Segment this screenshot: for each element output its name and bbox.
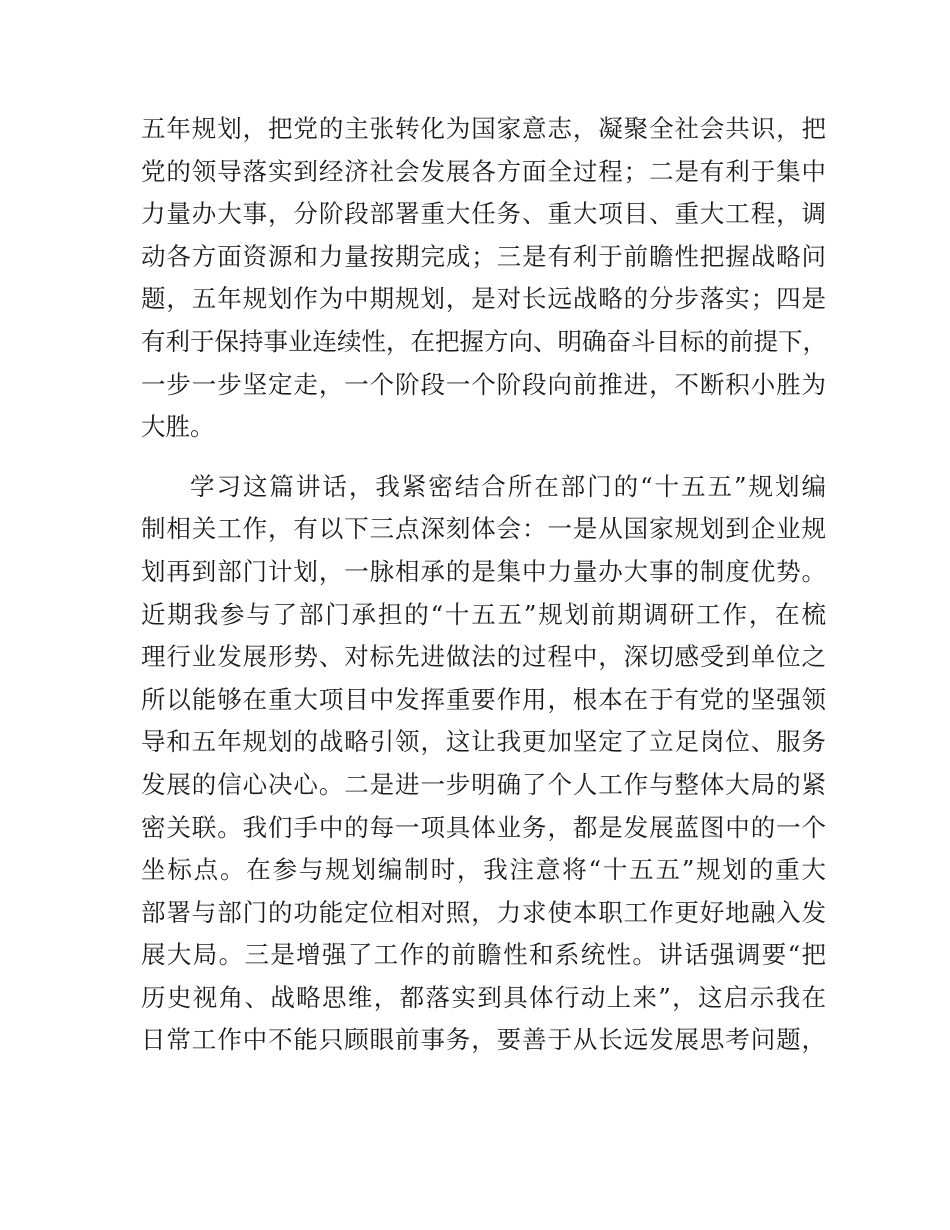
text-line: 党的领导落实到经济社会发展各方面全过程；二是有利于集中 bbox=[141, 156, 826, 186]
text-line: 五年规划，把党的主张转化为国家意志，凝聚全社会共识，把 bbox=[141, 114, 826, 143]
paragraph-2 bbox=[141, 466, 826, 1062]
text-line: 坐标点。在参与规划编制时，我注意将“十五五”规划的重大 bbox=[141, 855, 826, 885]
text-line: 理行业发展形势、对标先进做法的过程中，深切感受到单位之 bbox=[141, 642, 826, 672]
text-line: 发展的信心决心。二是进一步明确了个人工作与整体大局的紧 bbox=[141, 769, 826, 799]
document-body bbox=[141, 108, 826, 1062]
text-line: 日常工作中不能只顾眼前事务，要善于从长远发展思考问题， bbox=[141, 1025, 826, 1055]
paragraph-1 bbox=[141, 108, 826, 449]
text-line: 力量办大事，分阶段部署重大任务、重大项目、重大工程，调 bbox=[141, 199, 826, 229]
text-line: 展大局。三是增强了工作的前瞻性和系统性。讲话强调要“把 bbox=[141, 940, 826, 970]
text-line: 学习这篇讲话，我紧密结合所在部门的“十五五”规划编 bbox=[190, 471, 826, 501]
text-line: 划再到部门计划，一脉相承的是集中力量办大事的制度优势。 bbox=[141, 556, 826, 586]
text-line: 所以能够在重大项目中发挥重要作用，根本在于有党的坚强领 bbox=[141, 684, 826, 714]
text-line: 历史视角、战略思维，都落实到具体行动上来”，这启示我在 bbox=[141, 982, 826, 1012]
text-line: 有利于保持事业连续性，在把握方向、明确奋斗目标的前提下， bbox=[141, 326, 827, 356]
text-line: 部署与部门的功能定位相对照，力求使本职工作更好地融入发 bbox=[141, 897, 826, 927]
text-line: 制相关工作，有以下三点深刻体会：一是从国家规划到企业规 bbox=[141, 514, 826, 544]
text-line: 近期我参与了部门承担的“十五五”规划前期调研工作，在梳 bbox=[141, 599, 826, 629]
text-line: 导和五年规划的战略引领，这让我更加坚定了立足岗位、服务 bbox=[141, 727, 826, 757]
text-line: 密关联。我们手中的每一项具体业务，都是发展蓝图中的一个 bbox=[141, 812, 826, 842]
text-line: 一步一步坚定走，一个阶段一个阶段向前推进，不断积小胜为 bbox=[141, 369, 826, 399]
paragraph-spacer bbox=[141, 449, 826, 466]
text-line: 动各方面资源和力量按期完成；三是有利于前瞻性把握战略问 bbox=[141, 241, 826, 271]
text-line: 题，五年规划作为中期规划，是对长远战略的分步落实；四是 bbox=[141, 284, 826, 314]
text-line: 大胜。 bbox=[141, 412, 215, 442]
